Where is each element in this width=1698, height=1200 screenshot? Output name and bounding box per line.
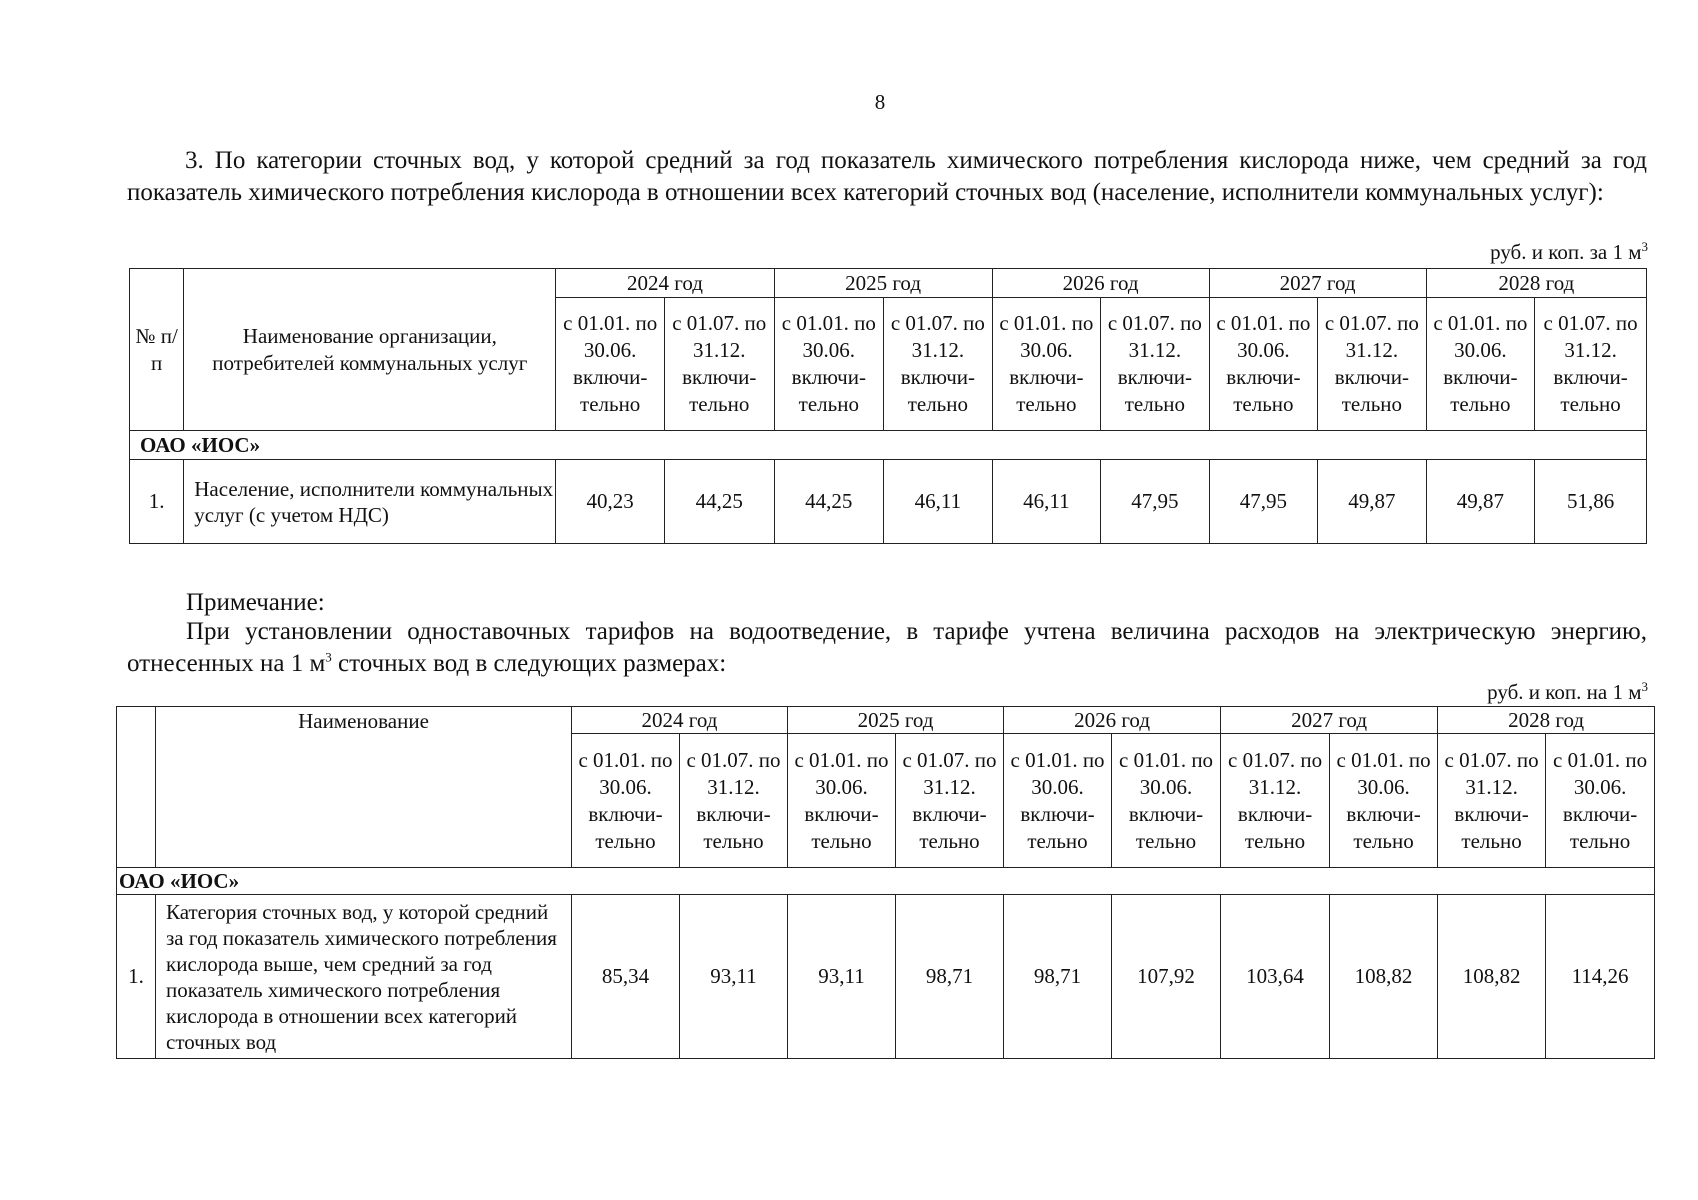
col-header-name: Наименование — [156, 707, 572, 868]
year-header: 2026 год — [1004, 707, 1221, 734]
period-header: с 01.01. по 30.06. включи-тельно — [774, 298, 884, 431]
paragraph-note-text-a: При установлении одноставочных тарифов на водоотведение, в тарифе учтена величина расходов на электрическую энергию, отнесенных на 1 м — [127, 618, 1647, 677]
unit-label-2-sup: 3 — [1641, 679, 1648, 694]
period-header: с 01.07. по 31.12. включи-тельно — [1438, 734, 1546, 868]
organization-row: ОАО «ИОС» — [117, 868, 1655, 895]
note-title: Примечание: — [186, 589, 325, 616]
tariff-value: 40,23 — [556, 460, 665, 544]
year-header: 2028 год — [1426, 269, 1646, 298]
unit-label-2-text: руб. и коп. на 1 м — [1487, 680, 1642, 704]
unit-label-2 — [1300, 680, 1648, 705]
electricity-cost-value: 98,71 — [1004, 895, 1112, 1059]
year-header: 2024 год — [572, 707, 788, 734]
paragraph-note-sup: 3 — [325, 649, 332, 665]
period-header: с 01.01. по 30.06. включи-тельно — [1209, 298, 1318, 431]
period-header: с 01.01. по 30.06. включи-тельно — [1004, 734, 1112, 868]
electricity-cost-value: 103,64 — [1221, 895, 1330, 1059]
period-header: с 01.07. по 31.12. включи-тельно — [1535, 298, 1647, 431]
period-header: с 01.01. по 30.06. включи-тельно — [556, 298, 665, 431]
row-name: Население, исполнители коммунальных услуг (с учетом НДС) — [184, 460, 556, 544]
year-header: 2027 год — [1221, 707, 1438, 734]
col-header-num: № п/п — [130, 269, 184, 431]
unit-label-1-sup: 3 — [1641, 239, 1648, 254]
row-name: Категория сточных вод, у которой средний за год показатель химического потребления кислорода выше, чем средний за год показатель химического потребления кислорода в отношении всех категорий сточных вод — [156, 895, 572, 1059]
row-number: 1. — [130, 460, 184, 544]
paragraph-note — [127, 616, 1647, 680]
electricity-cost-value: 85,34 — [572, 895, 680, 1059]
year-header: 2028 год — [1438, 707, 1655, 734]
period-header: с 01.07. по 31.12. включи-тельно — [884, 298, 993, 431]
col-header-name: Наименование организации, потребителей коммунальных услуг — [184, 269, 556, 431]
electricity-cost-value: 107,92 — [1112, 895, 1221, 1059]
tariff-value: 44,25 — [664, 460, 774, 544]
period-header: с 01.01. по 30.06. включи-тельно — [1112, 734, 1221, 868]
period-header: с 01.01. по 30.06. включи-тельно — [992, 298, 1101, 431]
electricity-cost-table — [116, 706, 1655, 1059]
tariff-value: 47,95 — [1101, 460, 1210, 544]
period-header: с 01.07. по 31.12. включи-тельно — [1318, 298, 1427, 431]
tariff-value: 49,87 — [1318, 460, 1427, 544]
tariff-table-1 — [129, 268, 1647, 544]
paragraph-category-low-cod: 3. По категории сточных вод, у которой средний за год показатель химического потребления кислорода ниже, чем средний за год показатель химического потребления кислорода в отношении всех категорий сточных вод (население, исполнители коммунальных услуг): — [127, 147, 1647, 206]
year-header: 2024 год — [556, 269, 774, 298]
electricity-cost-value: 98,71 — [896, 895, 1004, 1059]
electricity-cost-value: 114,26 — [1546, 895, 1655, 1059]
period-header: с 01.01. по 30.06. включи-тельно — [1426, 298, 1535, 431]
electricity-cost-value: 93,11 — [680, 895, 788, 1059]
tariff-value: 44,25 — [774, 460, 884, 544]
row-number: 1. — [117, 895, 156, 1059]
tariff-value: 46,11 — [992, 460, 1101, 544]
period-header: с 01.07. по 31.12. включи-тельно — [1221, 734, 1330, 868]
tariff-value: 49,87 — [1426, 460, 1535, 544]
period-header: с 01.07. по 31.12. включи-тельно — [680, 734, 788, 868]
period-header: с 01.07. по 31.12. включи-тельно — [664, 298, 774, 431]
tariff-value: 46,11 — [884, 460, 993, 544]
electricity-cost-value: 93,11 — [788, 895, 896, 1059]
tariff-value: 51,86 — [1535, 460, 1647, 544]
period-header: с 01.01. по 30.06. включи-тельно — [788, 734, 896, 868]
organization-row: ОАО «ИОС» — [130, 431, 1647, 460]
period-header: с 01.07. по 31.12. включи-тельно — [896, 734, 1004, 868]
period-header: с 01.07. по 31.12. включи-тельно — [1101, 298, 1210, 431]
period-header: с 01.01. по 30.06. включи-тельно — [1330, 734, 1438, 868]
unit-label-1 — [1300, 240, 1648, 265]
year-header: 2027 год — [1209, 269, 1426, 298]
year-header: 2025 год — [788, 707, 1004, 734]
page-number: 8 — [874, 90, 886, 114]
paragraph-note-text-b: сточных вод в следующих размерах: — [331, 650, 727, 677]
tariff-value: 47,95 — [1209, 460, 1318, 544]
empty-num-header — [117, 707, 156, 868]
year-header: 2025 год — [774, 269, 992, 298]
period-header: с 01.01. по 30.06. включи-тельно — [1546, 734, 1655, 868]
unit-label-1-text: руб. и коп. за 1 м — [1490, 240, 1642, 264]
period-header: с 01.01. по 30.06. включи-тельно — [572, 734, 680, 868]
year-header: 2026 год — [992, 269, 1209, 298]
electricity-cost-value: 108,82 — [1330, 895, 1438, 1059]
electricity-cost-value: 108,82 — [1438, 895, 1546, 1059]
